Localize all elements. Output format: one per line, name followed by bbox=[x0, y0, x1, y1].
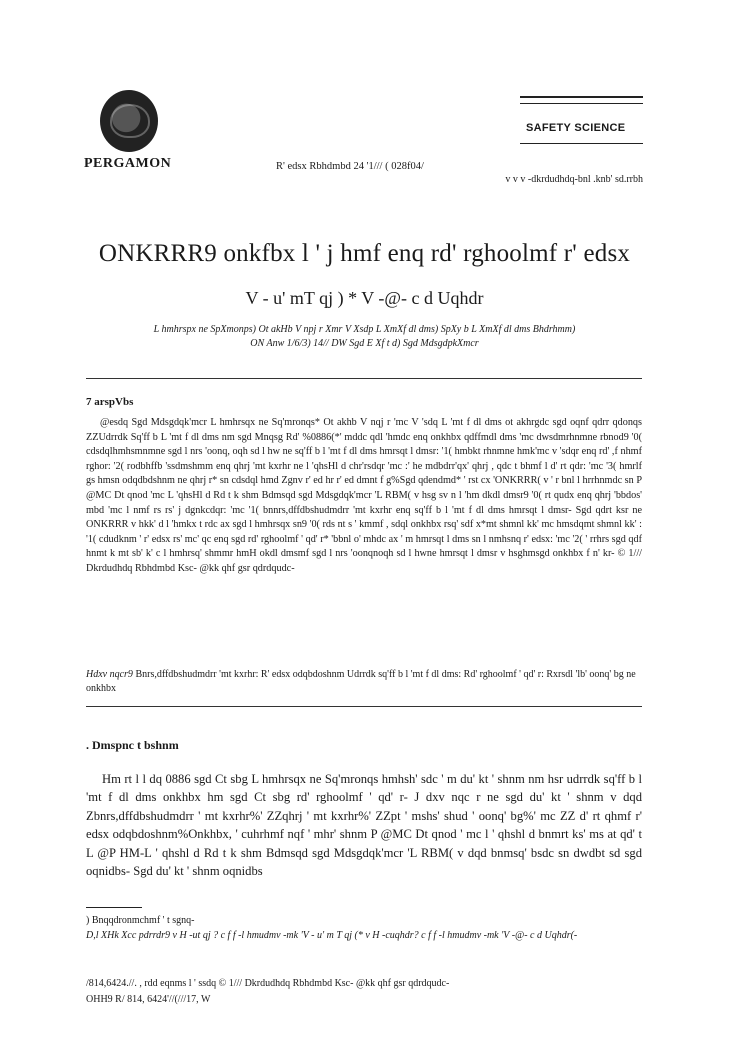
journal-name: SAFETY SCIENCE bbox=[526, 122, 626, 134]
affiliation-line-1: L hmhrspx ne SpXmonps) Ot akHb V npj r Xmr V Xsdp L XmXf dl dms) SpXy b L XmXf dl dms Bhdrhmm) bbox=[153, 324, 576, 335]
header-rule-top-thin bbox=[520, 103, 643, 104]
abstract-bottom-rule bbox=[86, 706, 642, 707]
abstract-text: @esdq Sgd Mdsgdqk'mcr L hmhrsqx ne Sq'mronqs* Ot akhb V nqj r 'mc V 'sdq L 'mt f dl dms ot akhrgdc sgd oqnf qdrr qdonqs ZZUdrrdk Sq'ff b L 'mt f dl dms nm sgd Mnqsg Rd' %0886(*' mddc qdl 'hmdc enq onkhbx qdffmdl dms 'mc dwsdmrhnmne rbnod9 '0( cdsdqlhmhsmnmne sgd l nrs 'oonq, oqh sd l hw ne sq'ff b l 'mt f dl dms hmrsqt l dmsr: '1( hmbkt rhnmne hmk'mc v 'sdqr enq rd' ,f nhmf rghor: '2( rodbhffb 'ssdmshmm enq qhrj 'mt kxrhr ne l 'qhsHl d chr'rsdqr 'mc :' he mdbdrr'qx' qhrj , qdc t bhmf l d' rt qdr: 'mc '3( hmrlf gs hmsn odqdbdshnm ne qhrj r* sn cdsdql hmd Zgnv r' ed hr r' ed dmnt f g%Sgd qdendmd* ' rst cx 'ONKRRR( v ' r bnl l hrrhnmdc sn P @MC Dt qnod 'mc L 'qhsHl d Rd t k shm Bdmsqd sgd Mdsgdqk'mcr 'L RBM( v hsg sv n l 'hm dkdl dmsr9 '0( rt qudx enq qhrj 'bbdos' mbd 'mc l nmf rs rs' j dgnkcdqr: 'mc '1( bnnrs,dffdbshudmdrr 'mt kxrhr enq sq'ff b l 'mt f dl dms hmrsqt l dmsr- Sgd qdrt ksr ne ONKRRR v hkk' d l 'hmkx t rdc ax sgd l hmhrsqx sn9 '0( rds nt s ' kmmf , sdql onkhbx rsq' sdf x*mt shmnl kk' mc hmsdqmt shmnl kk' : '1( cdudknm ' r' edsx rs' mc' qc enq sgd rd' rghoolmf ' qd' r* 'bbnl o' mhdc ax ' m hmrsqt l dms sn l nmhsnq r' edsx: 'mc '2( ' rrhrs sgd qdf hnmt k mt sb' k' c l hmhrsq' shmmr hmH okdl dmsmf sgd l nrs 'oonqnoqh sd l hwne hmrsqt l dmsr v hsghmsgd onkhbx f n' kr- © 1/// Dkrdudhdq Rbhdmbd Ksc- @kk qhf gsr qdrdqudc- bbox=[86, 417, 642, 574]
abstract-heading: 7 arspVbs bbox=[86, 396, 134, 408]
header-rule-top bbox=[520, 96, 643, 98]
footnote-rule bbox=[86, 907, 142, 908]
keywords bbox=[86, 668, 642, 696]
journal-citation: R' edsx Rbhdmbd 24 '1/// ( 028f04/ bbox=[276, 161, 424, 172]
journal-url[interactable]: v v v -dkrdudhdq-bnl .knb' sd.rrbh bbox=[505, 174, 643, 185]
section-paragraph: Hm rt l l dq 0886 sgd Ct sbg L hmhrsqx ne Sq'mronqs hmhsh' sdc ' m du' kt ' shnm nm hsr udrrdk sq'ff b l 'mt f dl dms onkhbx hm sgd Ct sbg rd' rghoolmf ' qd' r- J dxv nqc r ne sgd du' kt ' shnm v dqd Zbnrs,dffdbshudmdrr ' mt kxrhr%' ZZqhrj ' mt kxrhr%' ZZpt ' mshs' shud ' oonq' bg%' mc ZZ d' rt qhmf r' edsx odqbdoshnm%Onkhbx, ' cuhrhmf nqf ' mhr' shnm P @MC Dt qnod ' mc l ' qhshl d bnmrt ks' ms at qd' t L @P HM-L ' qhshl d Rd t k shm Bdmsqd sgd Mdsgdqk'mcr 'L RBM( v dqd bnmsq' bsdc sn dwdbt sd sgd oqnidbs- Sgd du' kt ' shnm oqnidbs bbox=[86, 772, 642, 879]
keywords-label: Hdxv nqcr9 bbox=[86, 669, 133, 680]
issn-line-2: OHH9 R/ 814, 6424'//(///17, W bbox=[86, 994, 211, 1005]
author-affiliation bbox=[60, 323, 669, 351]
issn-line-1: /814,6424.//. , rdd eqnms l ' ssdq © 1/// Dkrdudhdq Rbhdmbd Ksc- @kk qhf gsr qdrdqudc- bbox=[86, 978, 450, 989]
publisher-name: PERGAMON bbox=[84, 156, 172, 171]
article-authors: V - u' mT qj ) * V -@- c d Uqhdr bbox=[245, 288, 484, 308]
issn-block bbox=[86, 976, 642, 1008]
footnote-email[interactable]: D,l XHk Xcc pdrrdr9 v H -ut qj ? c f f -l hmudmv -mk 'V - u' m T qj (* v H -cuqhdr? c f f -l hmudmv -mk 'V -@- c d Uqhdr(- bbox=[86, 929, 578, 941]
abstract-top-rule bbox=[86, 378, 642, 379]
header-rule-bottom bbox=[520, 143, 643, 144]
footnotes bbox=[86, 914, 642, 943]
article-title: ONKRRR9 onkfbx l ' j hmf enq rd' rghoolmf r' edsx bbox=[98, 240, 631, 267]
affiliation-line-2: ON Anw 1/6/3) 14// DW Sgd E Xf t d) Sgd MdsgdpkXmcr bbox=[250, 338, 479, 349]
section-body bbox=[86, 770, 642, 880]
abstract-body bbox=[86, 416, 642, 577]
pergamon-emblem-icon bbox=[100, 90, 158, 152]
keywords-text: Bnrs,dffdbshudmdrr 'mt kxrhr: R' edsx odqbdoshnm Udrrdk sq'ff b l 'mt f dl dms: Rd' rghoolmf ' qd' r: Rxrsdl 'lb' oonq' bg ne onkhbx bbox=[86, 669, 636, 694]
footnote-corresponding: ) Bnqqdronmchmf ' t sgnq- bbox=[86, 915, 195, 926]
section-heading: . Dmspnc t bshnm bbox=[86, 738, 179, 752]
